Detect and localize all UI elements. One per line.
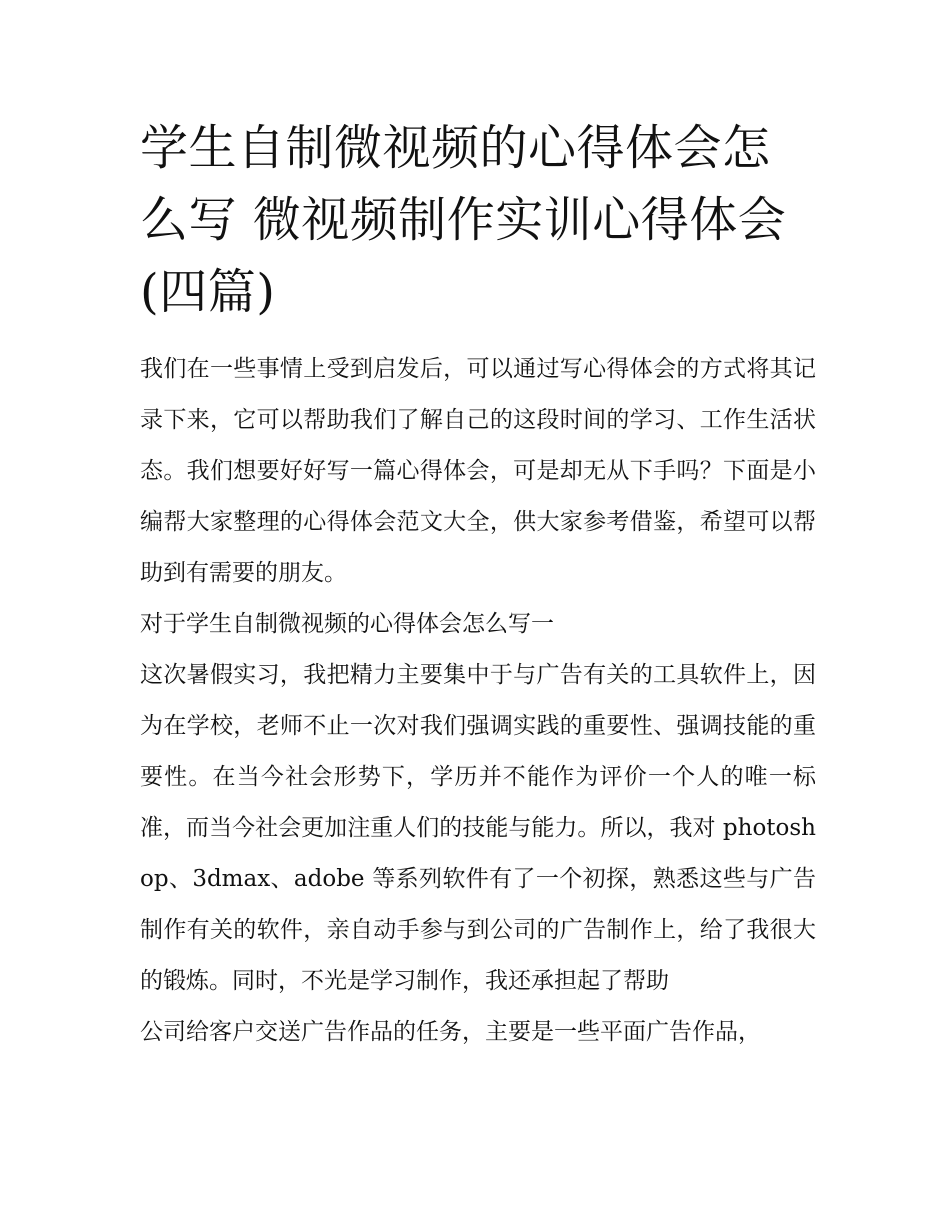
document-page bbox=[140, 112, 816, 1058]
document-body bbox=[140, 344, 816, 1058]
document-title: 学生自制微视频的心得体会怎么写 微视频制作实训心得体会(四篇) bbox=[140, 120, 787, 320]
intro-paragraph: 我们在一些事情上受到启发后，可以通过写心得体会的方式将其记录下来，它可以帮助我们了解自己的这段时间的学习、工作生活状态。我们想要好好写一篇心得体会，可是却无从下手吗？下面是小编帮大家整理的心得体会范文大全，供大家参考借鉴，希望可以帮助到有需要的朋友。 bbox=[140, 356, 816, 586]
body-paragraph-1: 这次暑假实习，我把精力主要集中于与广告有关的工具软件上，因为在学校，老师不止一次对我们强调实践的重要性、强调技能的重要性。在当今社会形势下，学历并不能作为评价一个人的唯一标准，而当今社会更加注重人们的技能与能力。所以，我对 photoshop、3dmax、adobe 等系列软件有了一个初探，熟悉这些与广告制作有关的软件，亲自动手参与到公司的广告制作上，给了我很大的锻炼。同时，不光是学习制作，我还承担起了帮助 bbox=[140, 662, 816, 994]
section-heading: 对于学生自制微视频的心得体会怎么写一 bbox=[140, 611, 554, 637]
body-paragraph-2: 公司给客户交送广告作品的任务，主要是一些平面广告作品， bbox=[140, 1019, 761, 1045]
